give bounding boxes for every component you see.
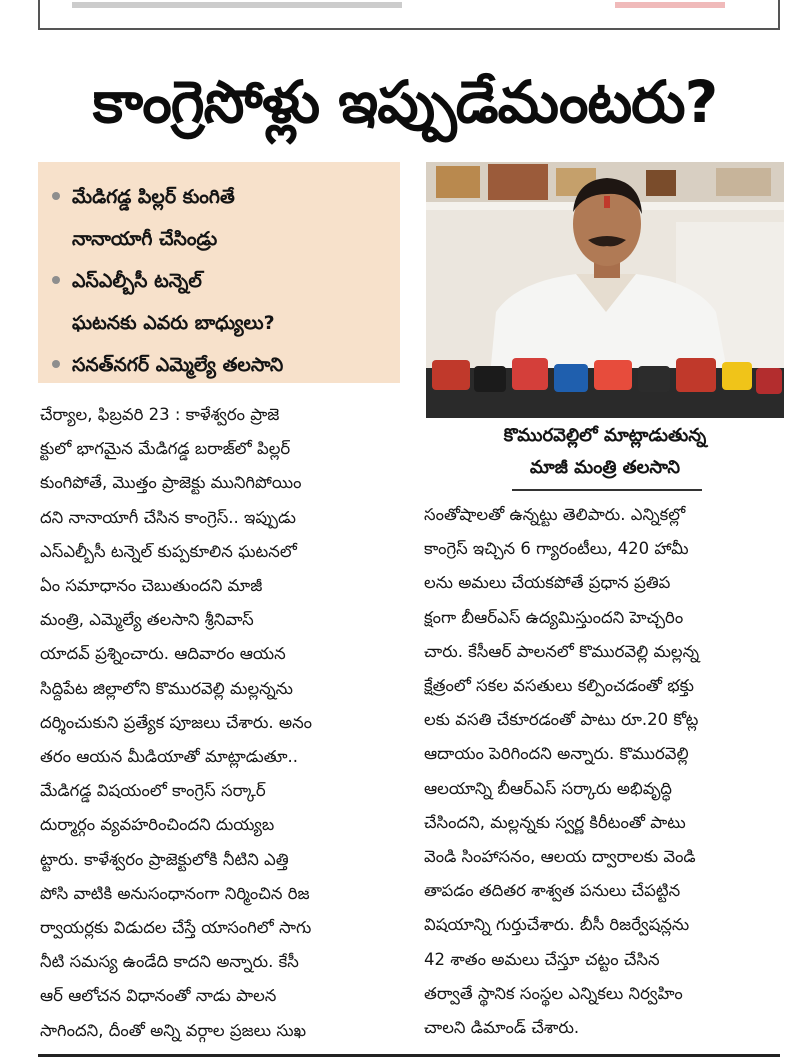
highlight-text: ఘటనకు ఎవరు బాధ్యులు? xyxy=(72,312,275,334)
body-line: ర్వాయర్లకు విడుదల చేస్తే యాసంగిలో సాగు xyxy=(40,918,312,938)
body-line: యాదవ్ ప్రశ్నించారు. ఆదివారం ఆయన xyxy=(40,644,286,664)
body-line: దని నానాయాగీ చేసిన కాంగ్రెస్.. ఇప్పుడు xyxy=(40,507,296,527)
body-line: క్టులో భాగమైన మేడిగడ్డ బరాజ్‌లో పిల్లర్ xyxy=(40,439,291,459)
highlight-item xyxy=(50,176,392,218)
body-column-left xyxy=(40,398,394,1048)
body-line: మంత్రి, ఎమ్మెల్యే తలసాని శ్రీనివాస్ xyxy=(40,610,254,630)
caption-underline xyxy=(512,489,702,491)
body-line: పోసి వాటికి అనుసంధానంగా నిర్మించిన రిజ xyxy=(40,883,310,903)
highlight-item xyxy=(50,302,392,344)
highlight-text: సనత్‌నగర్ ఎమ్మెల్యే తలసాని xyxy=(72,354,284,376)
body-line: ఎస్ఎల్బీసీ టన్నెల్ కుప్పకూలిన ఘటనలో xyxy=(40,541,297,561)
body-line: ఆర్ ఆలోచన విధానంతో నాడు పాలన xyxy=(40,986,277,1006)
body-line: క్షేత్రంలో సకల వసతులు కల్పించడంతో భక్తు xyxy=(424,676,694,696)
body-line: మేడిగడ్డ విషయంలో కాంగ్రెస్ సర్కార్ xyxy=(40,781,266,801)
body-line: క్షంగా బీఆర్ఎస్ ఉద్యమిస్తుందని హెచ్చరిం xyxy=(424,607,684,627)
highlight-item xyxy=(50,344,392,386)
bullet-dot-icon xyxy=(52,192,60,200)
body-line: దర్శించుకుని ప్రత్యేక పూజలు చేశారు. అనం xyxy=(40,712,313,732)
highlight-item xyxy=(50,218,392,260)
body-line: 42 శాతం అమలు చేస్తూ చట్టం చేసిన xyxy=(424,949,660,969)
highlight-text: మేడిగడ్డ పిల్లర్ కుంగితే xyxy=(72,186,235,208)
caption-line: కొమురవెల్లిలో మాట్లాడుతున్న xyxy=(503,425,707,446)
cut-off-text-fragment xyxy=(72,2,402,8)
bottom-border-rule xyxy=(38,1054,780,1057)
body-line: ఆలయాన్ని బీఆర్ఎస్ సర్కారు అభివృద్ధి xyxy=(424,778,672,798)
body-line: వెండి సింహాసనం, ఆలయ ద్వారాలకు వెండి xyxy=(424,847,696,867)
body-line: తాపడం తదితర శాశ్వత పనులు చేపట్టిన xyxy=(424,881,681,901)
body-line: ఏం సమాధానం చెబుతుందని మాజీ xyxy=(40,576,263,596)
body-line: దుర్మార్గం వ్యవహరించిందని దుయ్యబ xyxy=(40,815,275,835)
body-line: సిద్దిపేట జిల్లాలోని కొమురవెల్లి మల్లన్నను xyxy=(40,678,293,698)
bullet-dot-icon xyxy=(52,360,60,368)
highlights-box xyxy=(38,162,400,383)
body-line: చాలని డిమాండ్ చేశారు. xyxy=(424,1018,580,1038)
caption-line: మాజీ మంత్రి తలసాని xyxy=(529,457,681,478)
highlight-text: ఎస్ఎల్బీసీ టన్నెల్ xyxy=(72,270,202,292)
body-line: ట్టారు. కాళేశ్వరం ప్రాజెక్టులోకి నీటిని ఎత్తి xyxy=(40,849,289,869)
body-line: కాంగ్రెస్ ఇచ్చిన 6 గ్యారంటీలు, 420 హామీ xyxy=(424,539,689,559)
cut-off-text-fragment-red xyxy=(615,2,725,8)
highlight-text: నానాయాగీ చేసిండ్రు xyxy=(72,228,218,250)
highlight-item xyxy=(50,260,392,302)
body-column-right xyxy=(424,498,780,1045)
headline: కాంగ్రెసోళ్లు ఇప్పుడేమంటరు? xyxy=(92,68,718,136)
press-conference-photo xyxy=(426,162,784,418)
body-line: తర్వాతే స్థానిక సంస్థల ఎన్నికలు నిర్వహిం xyxy=(424,983,683,1003)
body-line: ఆదాయం పెరిగిందని అన్నారు. కొమురవెల్లి xyxy=(424,744,689,764)
body-line: కుంగిపోతే, మొత్తం ప్రాజెక్టు మునిగిపోయిం xyxy=(40,473,302,493)
photo-illustration xyxy=(426,162,784,418)
body-line: సంతోషాలతో ఉన్నట్టు తెలిపారు. ఎన్నికల్లో xyxy=(424,505,686,524)
top-border-rule xyxy=(38,0,780,30)
body-line: నీటి సమస్య ఉండేది కాదని అన్నారు. కేసీ xyxy=(40,952,299,972)
body-line: లను అమలు చేయకపోతే ప్రధాన ప్రతిప xyxy=(424,573,671,593)
body-line: విషయాన్ని గుర్తుచేశారు. బీసీ రిజర్వేషన్లను xyxy=(424,915,690,935)
body-line: చారు. కేసీఆర్ పాలనలో కొమురవెల్లి మల్లన్న xyxy=(424,641,700,661)
body-line: సాగిందని, దీంతో అన్ని వర్గాల ప్రజలు సుఖ xyxy=(40,1020,307,1040)
bullet-dot-icon xyxy=(52,276,60,284)
body-line: చేర్యాల, ఫిబ్రవరి 23 : కాళేశ్వరం ప్రాజె xyxy=(40,405,280,424)
body-line: చేసిందని, మల్లన్నకు స్వర్ణ కిరీటంతో పాటు xyxy=(424,812,686,832)
body-line: లకు వసతి చేకూరడంతో పాటు రూ.20 కోట్ల xyxy=(424,710,699,730)
highlights-list xyxy=(50,176,392,386)
body-line: తరం ఆయన మీడియాతో మాట్లాడుతూ.. xyxy=(40,747,299,767)
photo-caption xyxy=(426,420,784,484)
